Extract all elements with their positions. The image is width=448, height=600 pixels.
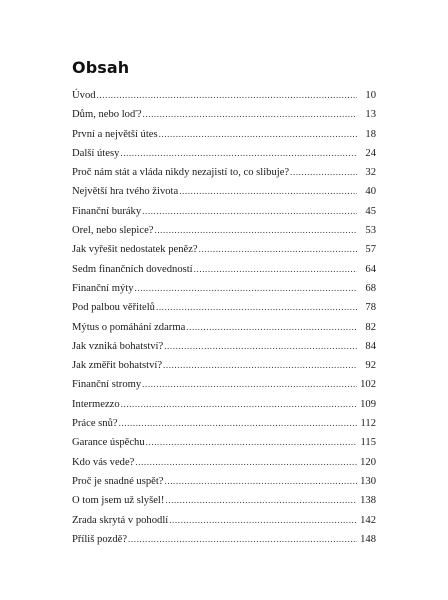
toc-entry-title: První a největší útes — [72, 128, 158, 140]
toc-entry-page-number: 102 — [360, 379, 376, 391]
toc-entry-page-number: 92 — [365, 360, 376, 372]
dot-leader — [135, 453, 357, 472]
toc-entry-title: Úvod — [72, 90, 96, 101]
toc-entry-title: Další útesy — [72, 147, 120, 159]
toc-entry-page-number: 120 — [360, 456, 376, 468]
toc-entry — [72, 511, 376, 530]
toc-entry-page-number: 40 — [365, 186, 376, 198]
toc-entry-page-number: 84 — [365, 340, 376, 352]
toc-entry-title: Proč je snadné uspět? — [72, 475, 164, 487]
toc-entry-page-number: 68 — [365, 282, 376, 294]
toc-heading: Obsah — [72, 58, 130, 77]
toc-entry — [72, 433, 376, 452]
toc-entry-title: Finanční mýty — [72, 282, 134, 294]
toc-entry — [72, 240, 376, 259]
toc-entry — [72, 318, 376, 337]
dot-leader — [186, 318, 357, 337]
toc-entry-title: Dům, nebo loď? — [72, 109, 142, 121]
toc-entry — [72, 337, 376, 356]
toc-entry-title: Mýtus o pomáhání zdarma — [72, 321, 186, 333]
toc-entry — [72, 260, 376, 279]
toc-entry-title: Pod palbou věřitelů — [72, 302, 155, 314]
toc-entry — [72, 298, 376, 317]
toc-entry-page-number: 24 — [365, 147, 376, 159]
toc-entry — [72, 453, 376, 472]
dot-leader — [199, 240, 357, 259]
toc-entry-page-number: 57 — [365, 244, 376, 256]
toc-entry — [72, 125, 376, 144]
toc-entry — [72, 163, 376, 182]
toc-entry — [72, 86, 376, 105]
toc-entry-title: Příliš pozdě? — [72, 533, 128, 545]
toc-entry — [72, 221, 376, 240]
toc-entry-title: Finanční buráky — [72, 205, 142, 217]
toc-entry-page-number: 10 — [365, 90, 376, 101]
toc-entry — [72, 414, 376, 433]
dot-leader — [179, 182, 357, 201]
toc-entry-page-number: 82 — [365, 321, 376, 333]
table-of-contents — [72, 86, 376, 549]
toc-entry — [72, 375, 376, 394]
toc-entry — [72, 491, 376, 510]
toc-entry — [72, 182, 376, 201]
toc-entry-page-number: 64 — [365, 263, 376, 275]
dot-leader — [163, 356, 357, 375]
toc-entry-page-number: 142 — [360, 514, 376, 526]
toc-entry — [72, 279, 376, 298]
toc-entry-title: Finanční stromy — [72, 379, 142, 391]
dot-leader — [97, 86, 357, 105]
toc-entry-page-number: 148 — [360, 533, 376, 545]
toc-entry-page-number: 45 — [365, 205, 376, 217]
toc-entry-title: Garance úspěchu — [72, 437, 145, 449]
toc-entry — [72, 395, 376, 414]
toc-entry-page-number: 130 — [360, 475, 376, 487]
toc-entry-title: Práce snů? — [72, 418, 118, 430]
dot-leader — [165, 472, 358, 491]
dot-leader — [154, 221, 357, 240]
dot-leader — [290, 163, 357, 182]
dot-leader — [121, 395, 357, 414]
dot-leader — [143, 105, 357, 124]
toc-entry-page-number: 138 — [360, 495, 376, 507]
toc-entry-page-number: 32 — [365, 167, 376, 179]
toc-entry — [72, 144, 376, 163]
toc-entry-title: Největší hra tvého života — [72, 186, 179, 198]
toc-entry-title: Zrada skrytá v pohodlí — [72, 514, 169, 526]
dot-leader — [135, 279, 358, 298]
dot-leader — [142, 202, 357, 221]
toc-entry-page-number: 13 — [365, 109, 376, 121]
toc-entry-title: Orel, nebo slepice? — [72, 225, 154, 237]
dot-leader — [146, 433, 357, 452]
toc-entry-title: O tom jsem už slyšel! — [72, 495, 165, 507]
dot-leader — [119, 414, 357, 433]
dot-leader — [120, 144, 357, 163]
dot-leader — [142, 375, 357, 394]
toc-entry — [72, 356, 376, 375]
toc-entry — [72, 472, 376, 491]
toc-entry-title: Kdo vás vede? — [72, 456, 135, 468]
toc-entry-page-number: 78 — [365, 302, 376, 314]
dot-leader — [164, 337, 357, 356]
toc-entry-page-number: 18 — [365, 128, 376, 140]
toc-entry-page-number: 112 — [360, 418, 376, 430]
toc-entry-title: Jak vyřešit nedostatek peněz? — [72, 244, 198, 256]
toc-entry-page-number: 53 — [365, 225, 376, 237]
dot-leader — [156, 298, 357, 317]
dot-leader — [165, 491, 357, 510]
dot-leader — [128, 530, 357, 549]
toc-entry-page-number: 109 — [360, 398, 376, 410]
dot-leader — [194, 260, 357, 279]
toc-entry — [72, 105, 376, 124]
dot-leader — [169, 511, 357, 530]
toc-entry-title: Intermezzo — [72, 398, 120, 410]
toc-entry-page-number: 115 — [360, 437, 376, 449]
dot-leader — [159, 125, 357, 144]
toc-entry-title: Proč nám stát a vláda nikdy nezajistí to, co slibuje? — [72, 167, 290, 179]
toc-entry-title: Jak změřit bohatství? — [72, 360, 163, 372]
toc-entry-title: Jak vzniká bohatství? — [72, 340, 164, 352]
toc-entry — [72, 202, 376, 221]
toc-entry-title: Sedm finančních dovedností — [72, 263, 193, 275]
toc-entry — [72, 530, 376, 549]
